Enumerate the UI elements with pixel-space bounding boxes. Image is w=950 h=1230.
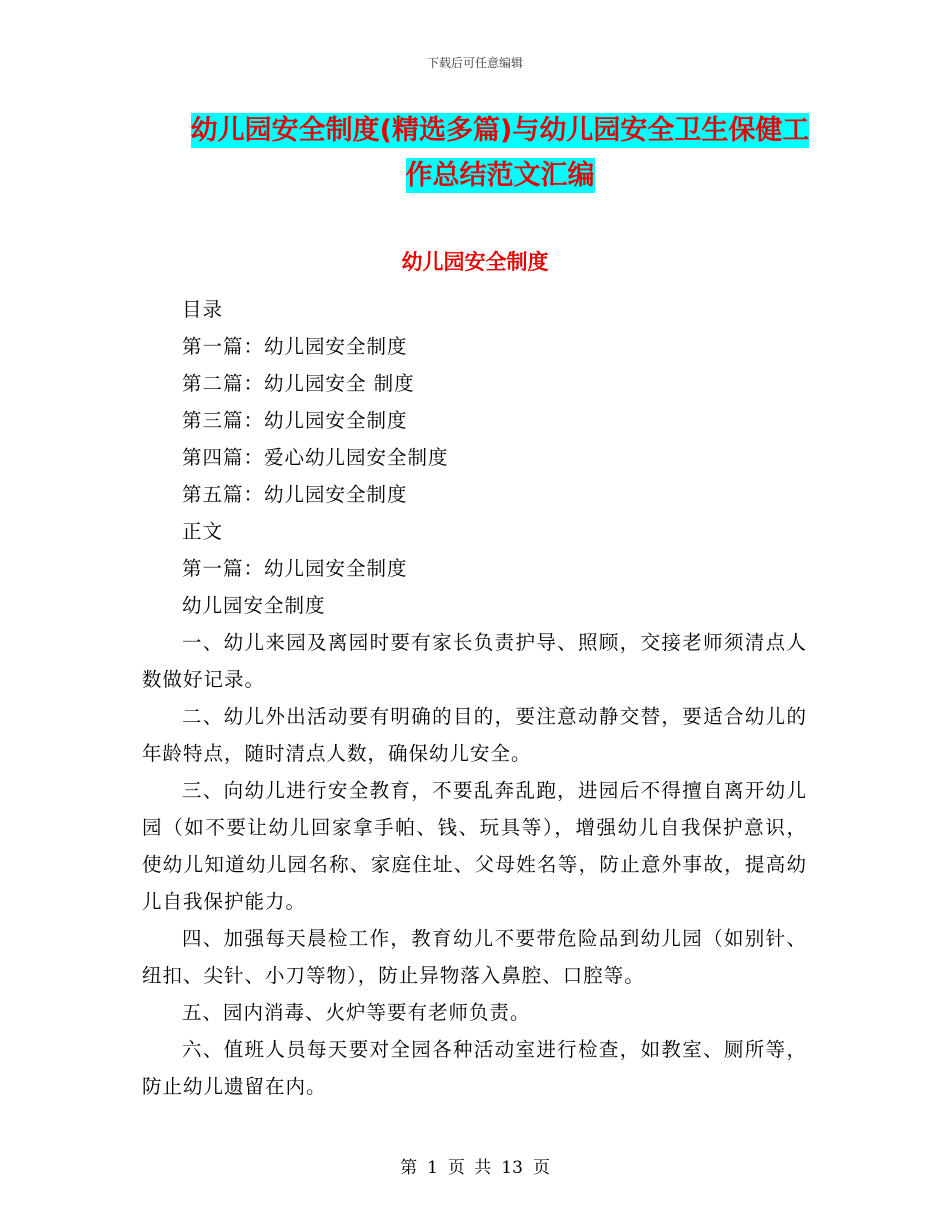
- paragraph: 一、幼儿来园及离园时要有家长负责护导、照顾，交接老师须清点人数做好记录。: [142, 631, 807, 691]
- paragraph: 四、加强每天晨检工作，教育幼儿不要带危险品到幼儿园（如别针、纽扣、尖针、小刀等物），防止异物落入鼻腔、口腔等。: [142, 927, 807, 987]
- header-note: 下载后可任意编辑: [426, 56, 523, 70]
- toc-item: 第一篇：幼儿园安全制度: [181, 335, 408, 358]
- title-line-1: 幼儿园安全制度(精选多篇)与幼儿园安全卫生保健工: [190, 115, 810, 146]
- body-heading: 正文: [181, 520, 223, 543]
- title-line-2: 作总结范文汇编: [405, 160, 595, 191]
- section-title: 幼儿园安全制度: [401, 250, 549, 274]
- toc-item: 第三篇：幼儿园安全制度: [181, 409, 408, 432]
- paragraph: 三、向幼儿进行安全教育，不要乱奔乱跑，进园后不得擅自离开幼儿园（如不要让幼儿回家拿手帕、钱、玩具等），增强幼儿自我保护意识，使幼儿知道幼儿园名称、家庭住址、父母姓名等，防止意外事故，提高幼儿自我保护能力。: [142, 779, 807, 913]
- toc-item: 第四篇：爱心幼儿园安全制度: [181, 446, 449, 469]
- document-body: [142, 291, 807, 1105]
- paragraph: 二、幼儿外出活动要有明确的目的，要注意动静交替，要适合幼儿的年龄特点，随时清点人数，确保幼儿安全。: [142, 705, 807, 765]
- page-number: 1: [427, 1158, 438, 1178]
- document-title: [150, 108, 850, 198]
- footer-suffix: 页: [532, 1158, 550, 1178]
- footer-middle: 页 共: [447, 1158, 492, 1178]
- toc-item: 第二篇：幼儿园安全 制度: [181, 372, 415, 395]
- paragraph: 五、园内消毒、火炉等要有老师负责。: [181, 1001, 531, 1024]
- paragraph: 六、值班人员每天要对全园各种活动室进行检查，如教室、厕所等，防止幼儿遗留在内。: [142, 1038, 807, 1098]
- toc-heading: 目录: [181, 298, 223, 321]
- footer-prefix: 第: [400, 1158, 418, 1178]
- total-pages: 13: [501, 1158, 523, 1178]
- chapter-heading: 第一篇：幼儿园安全制度: [181, 557, 408, 580]
- page-footer: [0, 1153, 950, 1178]
- toc-item: 第五篇：幼儿园安全制度: [181, 483, 408, 506]
- chapter-subtitle: 幼儿园安全制度: [181, 594, 326, 617]
